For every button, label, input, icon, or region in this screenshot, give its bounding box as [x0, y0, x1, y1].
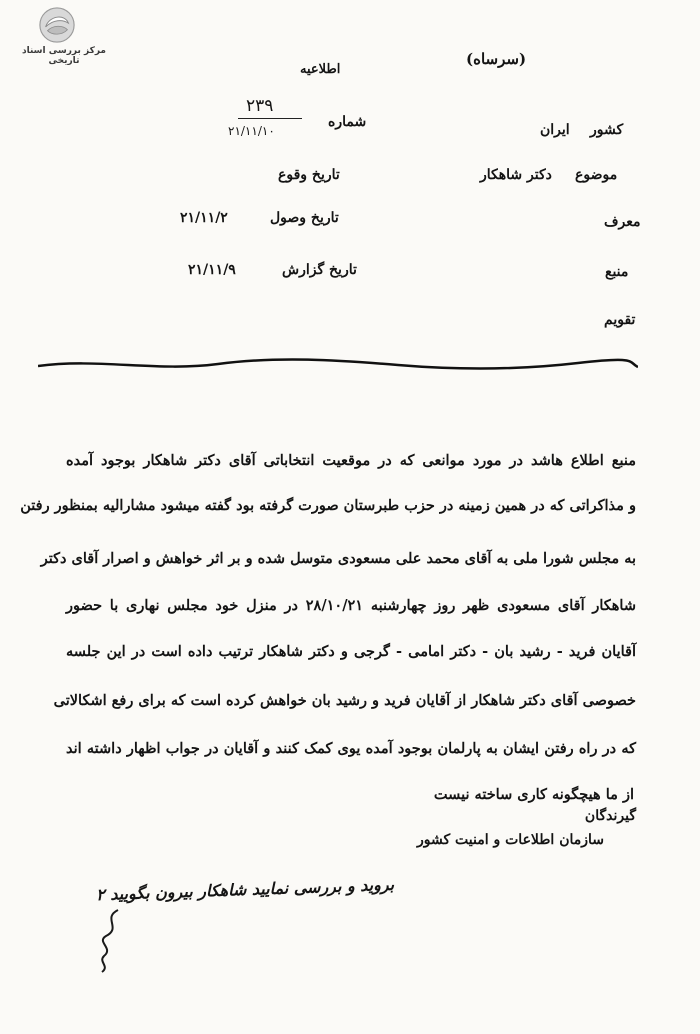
handwritten-annotation: بروید و بررسی نمایید شاهکار بیرون بگویید ۲ — [95, 874, 395, 905]
archive-logo — [8, 6, 120, 64]
body-line-3: به مجلس شورا ملی به آقای محمد علی مسعودی متوسل شده و بر اثر خواهش و اصرار آقای دکتر — [40, 550, 636, 567]
evaluation-label: تقویم — [604, 312, 636, 328]
document-title: اطلاعیه — [300, 62, 341, 77]
number-underline — [238, 118, 302, 119]
body-line-4: شاهکار آقای مسعودی ظهر روز چهارشنبه ۲۸/۱۰/۲۱ در منزل خود مجلس نهاری با حضور — [66, 597, 636, 614]
archive-logo-icon — [38, 6, 76, 44]
number-label: شماره — [328, 114, 367, 130]
body-line-6: خصوصی آقای دکتر شاهکار از آقایان فرید و رشید بان خواهش کرده است که برای رفع اشکالاتی — [53, 692, 636, 709]
handwriting-scribble — [92, 906, 132, 978]
header-separator — [38, 354, 638, 376]
report-date-value: ۲۱/۱۱/۹ — [188, 262, 236, 278]
subject-value: دکتر شاهکار — [480, 167, 552, 183]
body-line-8: از ما هیچگونه کاری ساخته نیست — [433, 786, 634, 803]
recipient-label: گیرندگان — [584, 808, 636, 824]
archive-logo-text: مرکز بررسی اسناد تاریخی — [22, 46, 106, 66]
source-label: معرف — [604, 214, 641, 230]
number-sub: ۲۱/۱۱/۱۰ — [228, 124, 275, 138]
report-date-label: تاریخ گزارش — [282, 262, 357, 278]
country-value: ایران — [540, 122, 570, 138]
date-received-value: ۲۱/۱۱/۲ — [180, 210, 228, 226]
country-label: کشور — [590, 122, 624, 138]
classification-mark: (سرساه) — [466, 50, 527, 68]
number-value: ۲۳۹ — [246, 96, 274, 116]
date-received-label: تاریخ وصول — [270, 210, 339, 226]
subject-label: موضوع — [575, 167, 618, 183]
recipient-value: سازمان اطلاعات و امنیت کشور — [417, 832, 604, 848]
body-line-2: و مذاکراتی که در همین زمینه در حزب طبرستان صورت گرفته بود گفته میشود مشارالیه بمنظور رفتن — [20, 497, 636, 514]
body-line-7: که در راه رفتن ایشان به پارلمان بوجود آمده یوی کمک کنند و آقایان در جواب اظهار داشته اند — [66, 740, 636, 757]
body-line-5: آقایان فرید - رشید بان - دکتر امامی - گرجی و دکتر شاهکار ترتیب داده است در این جلسه — [66, 643, 636, 660]
body-line-1: منبع اطلاع هاشد در مورد موانعی که در موقعیت انتخاباتی آقای دکتر شاهکار بوجود آمده — [66, 452, 636, 469]
date-occurred-label: تاریخ وقوع — [278, 167, 340, 183]
origin-label: منبع — [605, 264, 629, 280]
